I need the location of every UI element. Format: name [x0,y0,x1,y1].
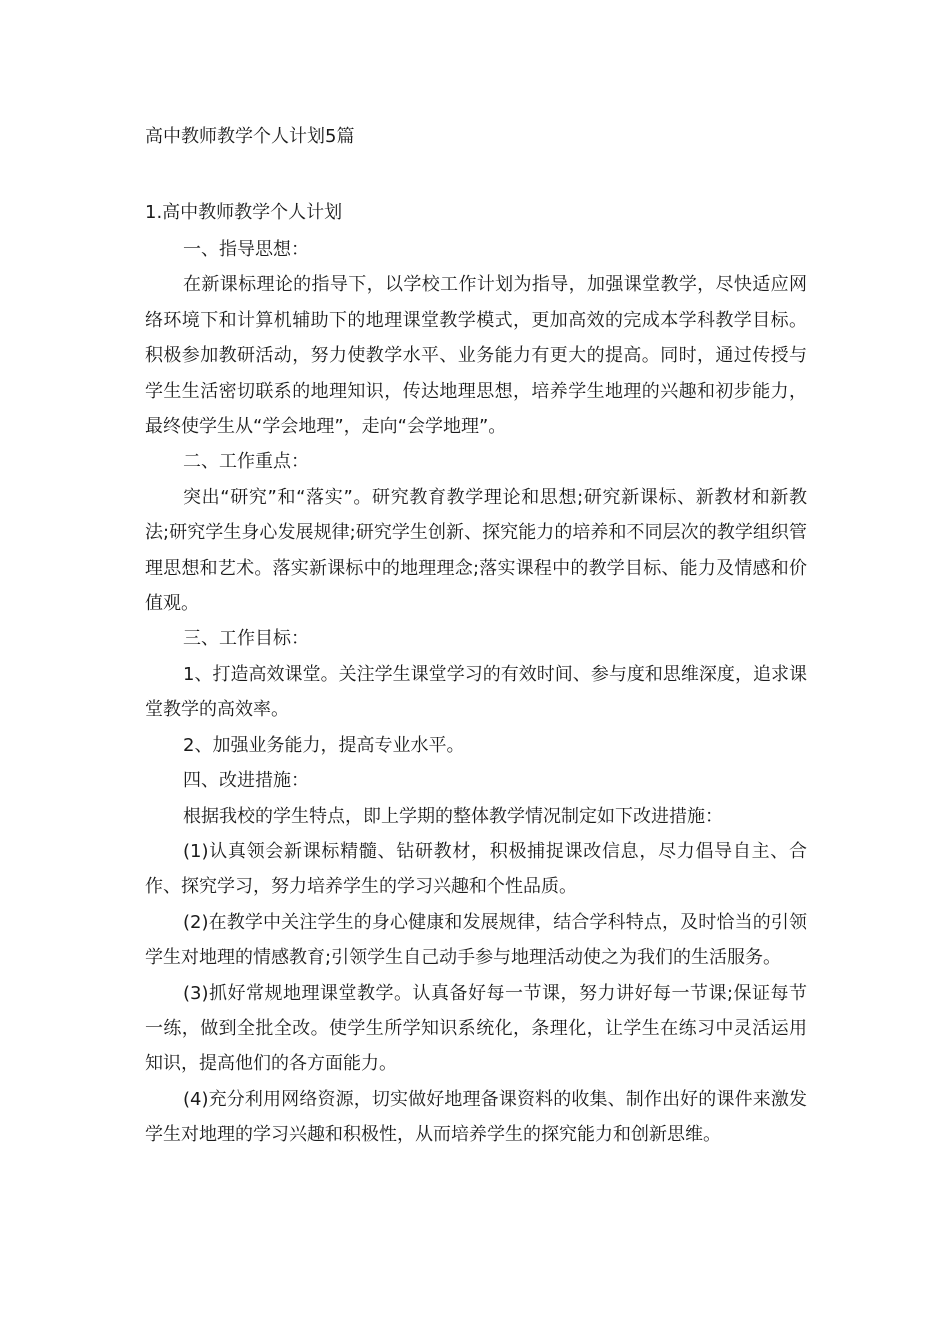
heading-guiding-ideology: 一、指导思想： [183,239,309,260]
section-title: 1.高中教师教学个人计划 [145,202,343,223]
paragraph: 在新课标理论的指导下，以学校工作计划为指导，加强课堂教学，尽快适应网络环境下和计算机辅助下的地理课堂教学模式，更加高效的完成本学科教学目标。积极参加教研活动，努力使教学水平、业务能力有更大的提高。同时，通过传授与学生生活密切联系的地理知识，传达地理思想，培养学生地理的兴趣和初步能力，最终使学生从“学会地理”，走向“会学地理”。 [145,274,807,438]
paragraph: 突出“研究”和“落实”。研究教育教学理论和思想;研究新课标、新教材和新教法;研究学生身心发展规律;研究学生创新、探究能力的培养和不同层次的教学组织管理思想和艺术。落实新课标中的地理理念;落实课程中的教学目标、能力及情感和价值观。 [145,486,807,615]
list-item: 2、加强业务能力，提高专业水平。 [183,734,465,756]
heading-work-focus: 二、工作重点： [183,451,309,473]
list-item: 1、打造高效课堂。关注学生课堂学习的有效时间、参与度和思维深度，追求课堂教学的高效率。 [145,663,807,721]
list-item: (4)充分利用网络资源，切实做好地理备课资料的收集、制作出好的课件来激发学生对地理的学习兴趣和积极性，从而培养学生的探究能力和创新思维。 [145,1088,807,1146]
list-item: (1)认真领会新课标精髓、钻研教材，积极捕捉课改信息，尽力倡导自主、合作、探究学习，努力培养学生的学习兴趣和个性品质。 [145,840,807,898]
list-item: (2)在教学中关注学生的身心健康和发展规律，结合学科特点，及时恰当的引领学生对地理的情感教育;引领学生自己动手参与地理活动使之为我们的生活服务。 [145,911,807,969]
paragraph: 根据我校的学生特点，即上学期的整体教学情况制定如下改进措施： [183,805,723,827]
heading-work-goals: 三、工作目标： [183,628,309,650]
list-item: (3)抓好常规地理课堂教学。认真备好每一节课，努力讲好每一节课;保证每节一练，做到全批全改。使学生所学知识系统化，条理化，让学生在练习中灵活运用知识，提高他们的各方面能力。 [145,982,807,1075]
heading-improvement-measures: 四、改进措施： [183,770,309,792]
document-title: 高中教师教学个人计划5篇 [145,126,355,147]
document-body [145,232,807,1153]
